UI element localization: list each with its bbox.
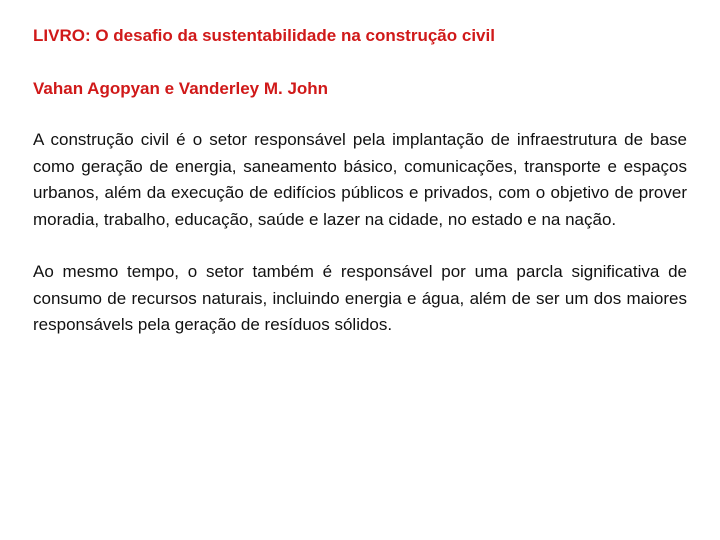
paragraph-construction-role: A construção civil é o setor responsável pela implantação de infraestrutura de base como geração de energia, saneamento básico, comunicações, transporte e espaços urbanos, além da execução de edifícios públicos e privados, com o objetivo de prover moradia, trabalho, educação, saúde e lazer na cidade, no estado e na nação. (33, 130, 687, 229)
book-authors: Vahan Agopyan e Vanderley M. John (33, 79, 329, 98)
paragraph-resource-consumption: Ao mesmo tempo, o setor também é responsável por uma parcla significativa de consumo de recursos naturais, incluindo energia e água, além de ser um dos maiores responsávels pela geração de resíduos sólidos. (33, 262, 687, 334)
slide-content (33, 24, 687, 339)
book-title: LIVRO: O desafio da sustentabilidade na construção civil (33, 26, 495, 45)
